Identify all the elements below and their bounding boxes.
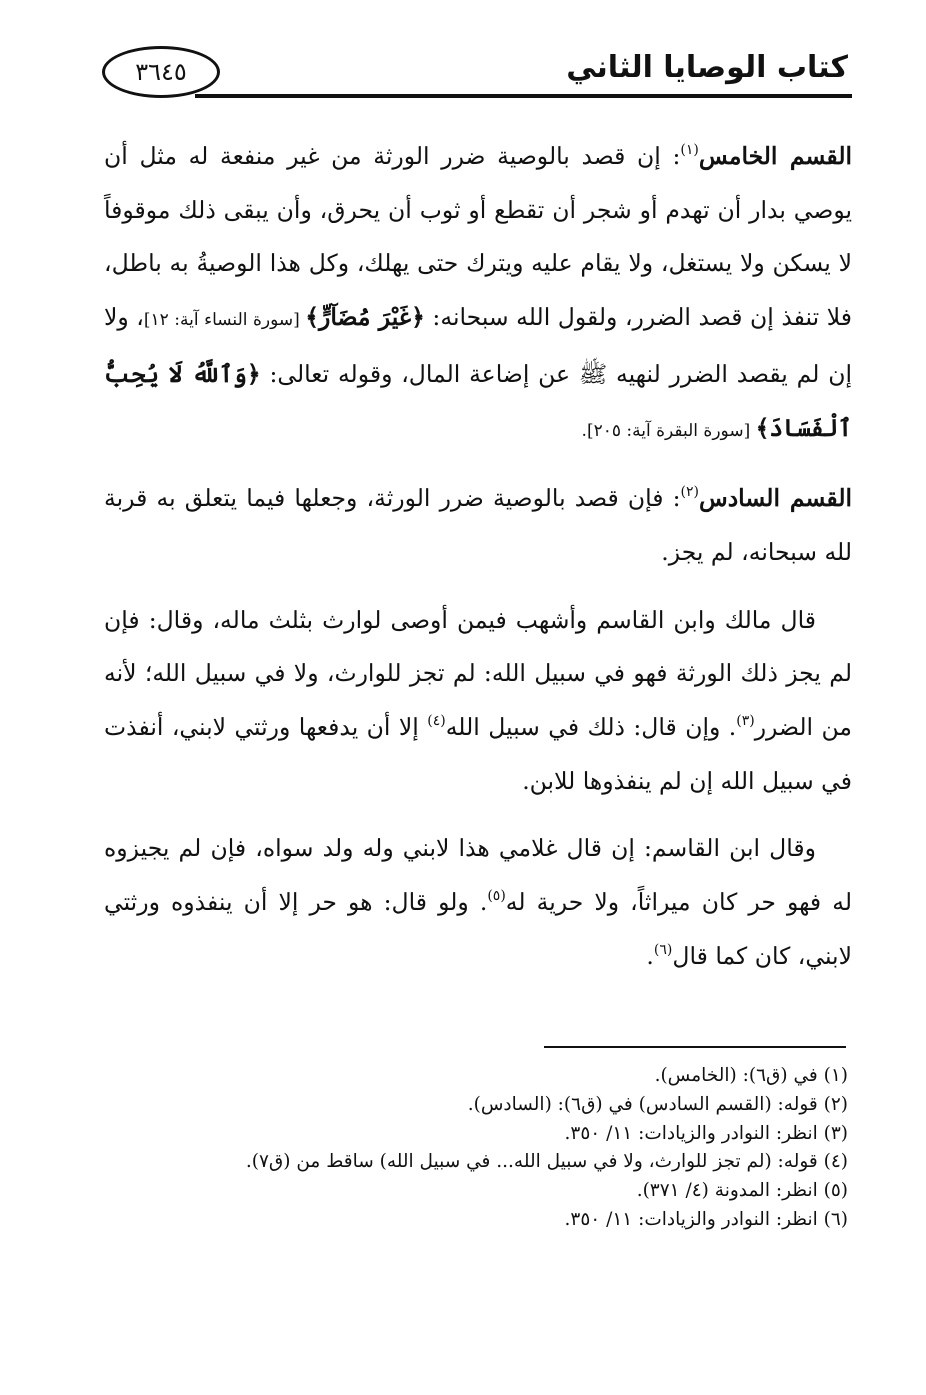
footnote: (٢) قوله: (القسم السادس) في (ق٦): (السادس).	[467, 1093, 848, 1115]
paragraph-text: . ولو قال: هو حر إلا أن ينفذوه ورثتي لابني، كان كما قال	[104, 888, 852, 970]
section-term: القسم السادس	[699, 484, 853, 513]
footnote-separator	[544, 1046, 846, 1048]
footnote-ref: (١)	[680, 142, 699, 158]
main-text	[104, 130, 852, 984]
footnote-ref: (٢)	[680, 484, 700, 501]
paragraph-text: قال مالك وابن القاسم وأشهب فيمن أوصى لوارث بثلث ماله، وقال: فإن لم يجز ذلك الورثة فهو في سبيل الله: لم تجز للوارث، ولا في سبيل الله؛ لأنه من الضرر	[104, 605, 852, 742]
paragraph-text: .	[646, 941, 654, 970]
paragraph-malik	[104, 594, 852, 809]
book-title: كتاب الوصايا الثاني	[566, 50, 848, 85]
page-header	[100, 46, 852, 102]
verse-reference: [سورة البقرة آية: ٢٠٥].	[581, 420, 756, 441]
paragraph-text: إلا أن يدفعها ورثتي لابني، أنفذت في سبيل الله إن لم ينفذوها للابن.	[104, 713, 852, 795]
footnote: (٤) قوله: (لم تجز للوارث، ولا في سبيل الله... في سبيل الله) ساقط من (ق٧).	[245, 1151, 848, 1173]
footnote-ref: (٥)	[487, 888, 506, 905]
paragraph-text: : إن قصد بالوصية ضرر الورثة من غير منفعة له مثل أن يوصي بدار أن تهدم أو شجر أن تقطع أو ثوب أن يحرق، وأن يبقى ذلك موقوفاً لا يسكن ولا يستغل، ولا يقام عليه ويترك حتى يهلك، وكل هذا الوصيةُ به باطل، فلا تنفذ إن قصد الضرر، ولقول الله سبحانه:	[104, 142, 853, 332]
footnote: (٥) انظر: المدونة (٤/ ٣٧١).	[636, 1180, 848, 1202]
quran-verse: ﴿غَيْرَ مُضَآرٍّ﴾	[305, 303, 425, 332]
paragraph-text: ، ولا إن لم يقصد الضرر لنهيه ﷺ عن إضاعة المال، وقوله تعالى:	[104, 303, 852, 388]
footnote: (٣) انظر: النوادر والزيادات: ١١/ ٣٥٠.	[564, 1122, 848, 1144]
footnote-ref: (٤)	[427, 713, 446, 730]
footnote-ref: (٦)	[653, 941, 673, 958]
footnote: (٦) انظر: النوادر والزيادات: ١١/ ٣٥٠.	[564, 1208, 848, 1230]
paragraph-text: . وإن قال: ذلك في سبيل الله	[445, 713, 737, 742]
footnote-ref: (٣)	[736, 713, 755, 730]
quran-verse: ﴿وَٱللَّهُ لَا يُحِبُّ ٱلْفَسَادَ﴾	[104, 359, 852, 442]
footnotes	[200, 1062, 848, 1235]
section-term: القسم الخامس	[698, 142, 853, 170]
header-rule	[195, 94, 852, 98]
verse-reference: [سورة النساء آية: ١٢]	[143, 310, 306, 331]
page-number: ٣٦٤٥	[102, 46, 220, 98]
footnote: (١) في (ق٦): (الخامس).	[654, 1065, 848, 1086]
paragraph-fifth-section	[104, 130, 852, 458]
paragraph-text: : فإن قصد بالوصية ضرر الورثة، وجعلها فيما يتعلق به قربة لله سبحانه، لم يجز.	[104, 484, 852, 566]
paragraph-ibn-qasim	[104, 822, 852, 983]
paragraph-text: وقال ابن القاسم: إن قال غلامي هذا لابني وله ولد سواه، فإن لم يجيزوه له فهو حر كان ميراثاً، ولا حرية له	[104, 834, 852, 917]
paragraph-sixth-section	[104, 472, 852, 579]
